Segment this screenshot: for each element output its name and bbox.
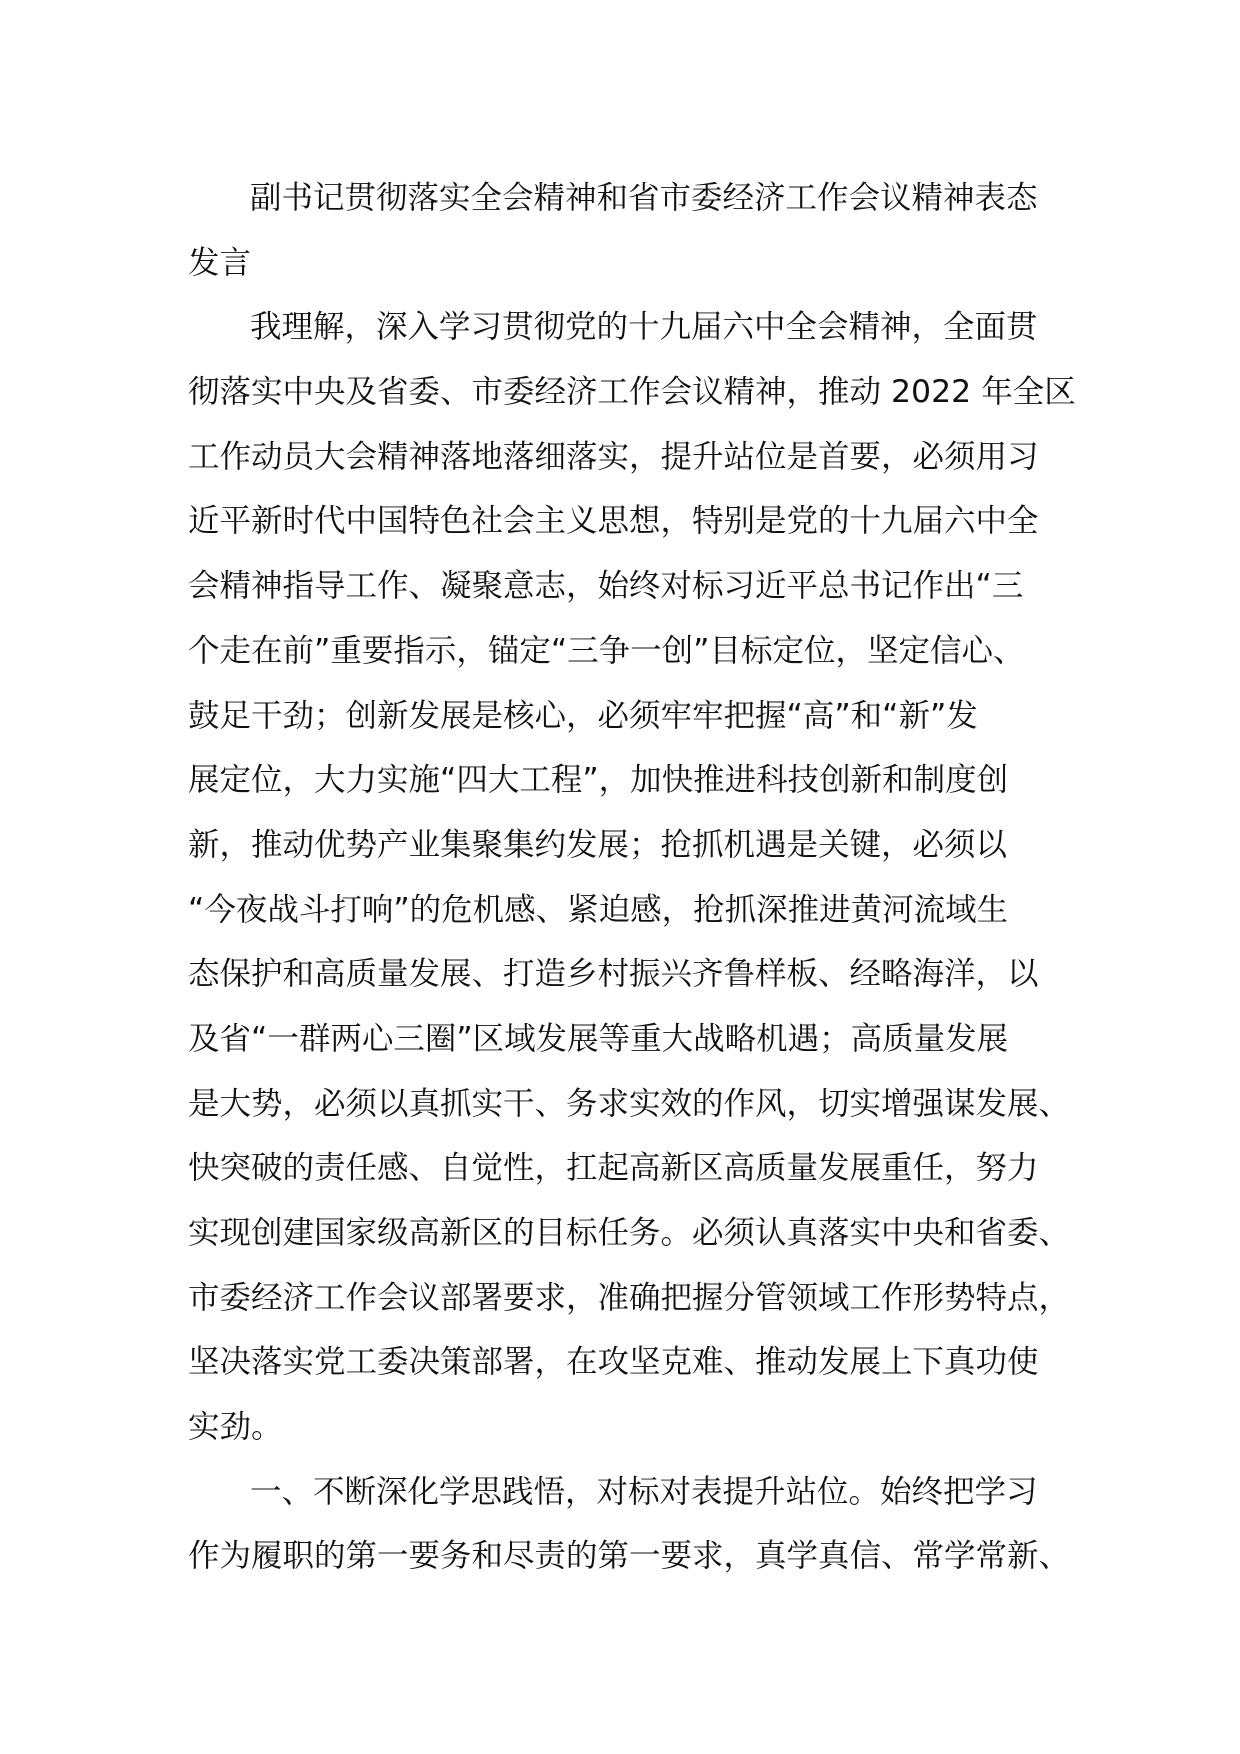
paragraph-line: 及省“一群两心三圈”区域发展等重大战略机遇；高质量发展 <box>188 1020 1009 1057</box>
paragraph-line: “今夜战斗打响”的危机感、紧迫感，抢抓深推进黄河流域生 <box>188 891 1009 928</box>
paragraph-line: 坚决落实党工委决策部署，在攻坚克难、推动发展上下真功使 <box>188 1344 1039 1381</box>
paragraph-line: 个走在前”重要指示，锚定“三争一创”目标定位，坚定信心、 <box>188 632 1025 669</box>
paragraph-line: 新，推动优势产业集聚集约发展；抢抓机遇是关键，必须以 <box>188 826 1008 863</box>
paragraph-line: 鼓足干劲；创新发展是核心，必须牢牢把握“高”和“新”发 <box>188 697 978 734</box>
document-title <box>188 166 1118 295</box>
paragraph-line: 近平新时代中国特色社会主义思想，特别是党的十九届六中全 <box>188 503 1039 540</box>
paragraph-line: 是大势，必须以真抓实干、务求实效的作风，切实增强谋发展、 <box>188 1085 1071 1122</box>
title-line-2: 发言 <box>188 244 252 281</box>
paragraph-line: 一、不断深化学思践悟，对标对表提升站位。始终把学习 <box>250 1473 1038 1510</box>
paragraph-line: 作为履职的第一要务和尽责的第一要求，真学真信、常学常新、 <box>188 1538 1071 1575</box>
paragraph-intro <box>188 295 1118 1459</box>
title-line-1: 副书记贯彻落实全会精神和省市委经济工作会议精神表态 <box>250 180 1038 216</box>
document-body <box>188 166 1118 1589</box>
paragraph-line: 彻落实中央及省委、市委经济工作会议精神，推动 2022 年全区 <box>188 374 1076 411</box>
paragraph-line: 展定位，大力实施“四大工程”，加快推进科技创新和制度创 <box>188 762 1009 799</box>
paragraph-line: 实劲。 <box>188 1409 283 1446</box>
paragraph-line: 市委经济工作会议部署要求，准确把握分管领域工作形势特点， <box>188 1279 1071 1316</box>
paragraph-line: 快突破的责任感、自觉性，扛起高新区高质量发展重任，努力 <box>188 1150 1039 1187</box>
paragraph-line: 态保护和高质量发展、打造乡村振兴齐鲁样板、经略海洋，以 <box>188 956 1039 993</box>
paragraph-section-one <box>188 1460 1118 1589</box>
paragraph-line: 会精神指导工作、凝聚意志，始终对标习近平总书记作出“三 <box>188 568 1024 605</box>
paragraph-line: 我理解，深入学习贯彻党的十九届六中全会精神，全面贯 <box>250 309 1038 346</box>
paragraph-line: 工作动员大会精神落地落细落实，提升站位是首要，必须用习 <box>188 438 1039 475</box>
paragraph-line: 实现创建国家级高新区的目标任务。必须认真落实中央和省委、 <box>188 1215 1071 1251</box>
